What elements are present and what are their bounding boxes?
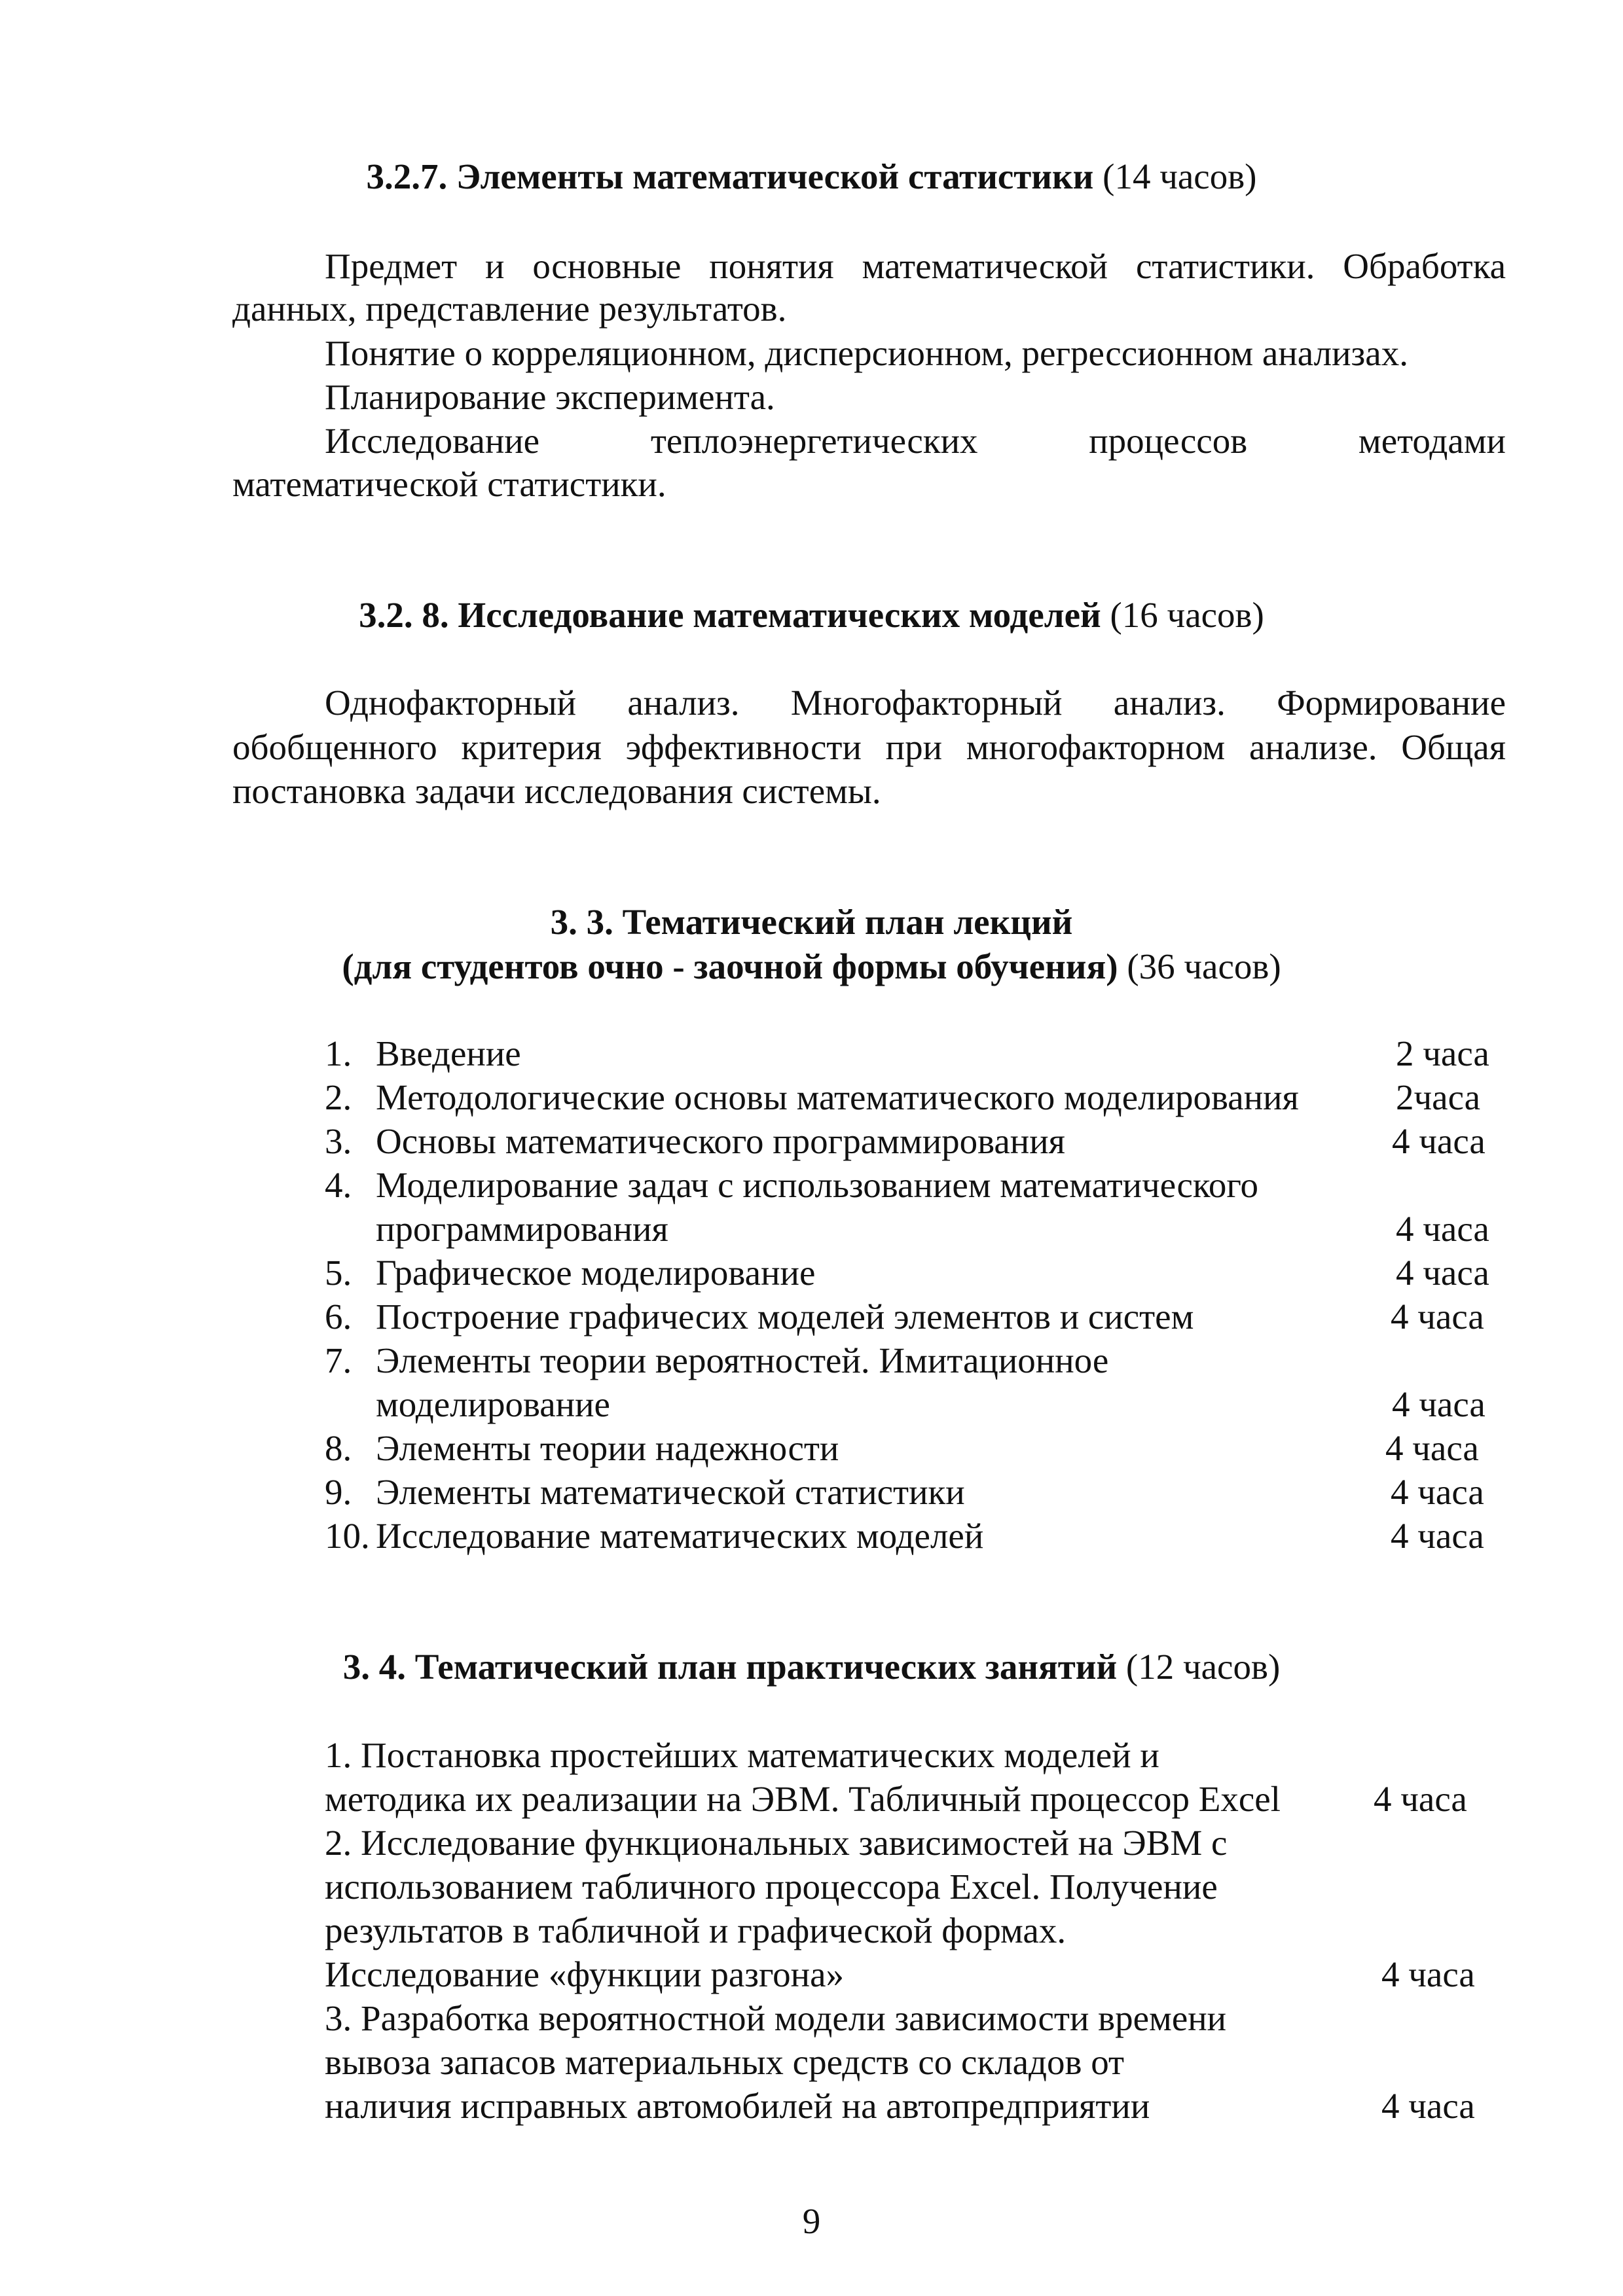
lecture-5-hours: 4 часа — [1396, 1253, 1489, 1293]
lecture-2-text: Методологические основы математического моделирования — [376, 1077, 1299, 1117]
lecture-10-hours: 4 часа — [1391, 1516, 1484, 1556]
practice-line-7: 3. Разработка вероятностной модели зависимости времени — [325, 1998, 1227, 2038]
page-number: 9 — [802, 2201, 821, 2241]
lecture-8-hours: 4 часа — [1385, 1428, 1479, 1468]
practice-line-2: методика их реализации на ЭВМ. Табличный процессор Excel — [325, 1779, 1281, 1819]
lecture-4-hours: 4 часа — [1396, 1209, 1489, 1249]
lecture-9-num: 9. — [325, 1472, 352, 1512]
practice-3-hours: 4 часа — [1381, 2086, 1475, 2126]
s328-line-2: обобщенного критерия эффективности при многофакторном анализе. Общая — [232, 727, 1506, 767]
section-33-hours: (36 часов) — [1127, 946, 1281, 986]
lecture-8-text: Элементы теории надежности — [376, 1428, 839, 1468]
lecture-4-text-cont: программирования — [376, 1209, 668, 1249]
practice-line-6: Исследование «функции разгона» — [325, 1954, 844, 1994]
lecture-9-text: Элементы математической статистики — [376, 1472, 965, 1512]
lecture-2-hours: 2часа — [1396, 1077, 1481, 1117]
s327-line-4: Планирование эксперимента. — [325, 377, 775, 417]
lecture-4-text: Моделирование задач с использованием математического — [376, 1165, 1259, 1205]
section-33-title-2: (для студентов очно - заочной формы обучения) — [342, 946, 1118, 986]
section-34-hours: (12 часов) — [1125, 1647, 1281, 1687]
s327-line-1: Предмет и основные понятия математической статистики. Обработка — [325, 246, 1506, 286]
lecture-10-num: 10. — [325, 1516, 370, 1556]
section-328-hours: (16 часов) — [1110, 595, 1264, 635]
lecture-1-text: Введение — [376, 1033, 521, 1073]
lecture-3-num: 3. — [325, 1121, 352, 1161]
lecture-7-num: 7. — [325, 1340, 352, 1380]
practice-2-hours: 4 часа — [1381, 1954, 1475, 1994]
s327-line-5: Исследование теплоэнергетических процессов методами — [325, 421, 1506, 461]
lecture-5-text: Графическое моделирование — [376, 1253, 816, 1293]
s328-line-1: Однофакторный анализ. Многофакторный анализ. Формирование — [325, 683, 1506, 723]
lecture-6-text: Построение графичесих моделей элементов и систем — [376, 1297, 1194, 1336]
lecture-10-text: Исследование математических моделей — [376, 1516, 984, 1556]
lecture-3-text: Основы математического программирования — [376, 1121, 1065, 1161]
section-34-title: 3. 4. Тематический план практических занятий — [342, 1647, 1118, 1687]
lecture-7-text-cont: моделирование — [376, 1384, 610, 1424]
lecture-8-num: 8. — [325, 1428, 352, 1468]
lecture-1-num: 1. — [325, 1033, 352, 1073]
section-327-heading — [0, 156, 1623, 197]
section-327-hours: (14 часов) — [1103, 156, 1257, 196]
lecture-6-num: 6. — [325, 1297, 352, 1336]
practice-line-5: результатов в табличной и графической формах. — [325, 1910, 1067, 1950]
section-328-title: 3.2. 8. Исследование математических моделей — [359, 595, 1101, 635]
lecture-4-num: 4. — [325, 1165, 352, 1205]
practice-line-1: 1. Постановка простейших математических моделей и — [325, 1735, 1159, 1775]
lecture-7-hours: 4 часа — [1392, 1384, 1486, 1424]
section-33-heading-line2 — [0, 946, 1623, 987]
section-33-heading-line1 — [0, 901, 1623, 942]
s327-line-2: данных, представление результатов. — [232, 289, 787, 329]
lecture-5-num: 5. — [325, 1253, 352, 1293]
lecture-6-hours: 4 часа — [1391, 1297, 1484, 1336]
practice-line-4: использованием табличного процессора Excel. Получение — [325, 1867, 1218, 1907]
s327-line-3: Понятие о корреляционном, дисперсионном, регрессионном анализах. — [325, 333, 1408, 373]
lecture-9-hours: 4 часа — [1391, 1472, 1484, 1512]
practice-line-9: наличия исправных автомобилей на автопредприятии — [325, 2086, 1150, 2126]
lecture-7-text: Элементы теории вероятностей. Имитационное — [376, 1340, 1109, 1380]
practice-line-8: вывоза запасов материальных средств со складов от — [325, 2042, 1125, 2082]
s327-line-6: математической статистики. — [232, 464, 666, 504]
lecture-2-num: 2. — [325, 1077, 352, 1117]
section-327-title: 3.2.7. Элементы математической статистики — [366, 156, 1094, 196]
section-33-title-1: 3. 3. Тематический план лекций — [550, 902, 1073, 942]
lecture-1-hours: 2 часа — [1396, 1033, 1489, 1073]
section-328-heading — [0, 594, 1623, 636]
section-34-heading — [0, 1646, 1623, 1687]
practice-1-hours: 4 часа — [1374, 1779, 1467, 1819]
practice-line-3: 2. Исследование функциональных зависимостей на ЭВМ с — [325, 1823, 1228, 1863]
s328-line-3: постановка задачи исследования системы. — [232, 771, 881, 811]
lecture-3-hours: 4 часа — [1392, 1121, 1486, 1161]
